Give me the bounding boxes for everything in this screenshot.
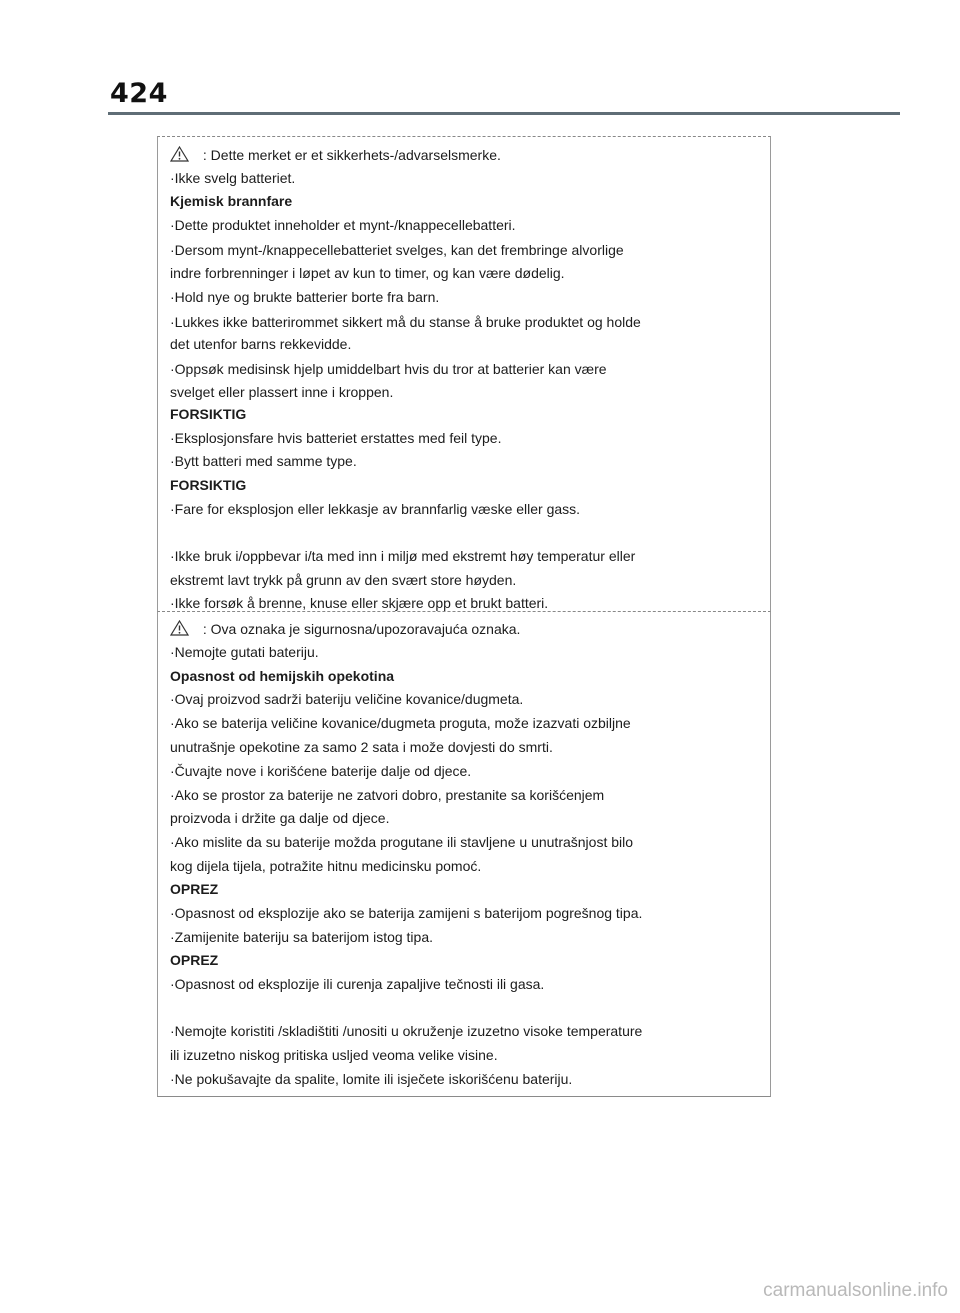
text-line: ·Ikke forsøk å brenne, knuse eller skjære opp et brukt batteri. <box>170 595 549 611</box>
text-line: ekstremt lavt trykk på grunn av den svært store høyden. <box>170 572 517 588</box>
text-line: ·Oppsøk medisinsk hjelp umiddelbart hvis du tror at batterier kan være <box>170 361 607 377</box>
warning-label-text: : Ova oznaka je sigurnosna/upozoravajuća oznaka. <box>199 621 521 637</box>
text-line: ·Dersom mynt-/knappecellebatteriet svelges, kan det frembringe alvorlige <box>170 242 624 258</box>
text-line: indre forbrenninger i løpet av kun to timer, og kan være dødelig. <box>170 265 565 281</box>
section-heading: Opasnost od hemijskih opekotina <box>170 668 395 684</box>
text-line: ·Lukkes ikke batterirommet sikkert må du stanse å bruke produktet og holde <box>170 314 641 330</box>
text-line: ·Fare for eksplosjon eller lekkasje av brannfarlig væske eller gass. <box>170 501 581 517</box>
text-line: ·Ako mislite da su baterije možda progutane ili stavljene u unutrašnjost bilo <box>170 834 634 850</box>
text-line: ili izuzetno niskog pritiska usljed veoma velike visine. <box>170 1047 498 1063</box>
header-rule <box>108 112 900 115</box>
text-line: svelget eller plassert inne i kroppen. <box>170 384 394 400</box>
text-line: ·Opasnost od eksplozije ako se baterija zamijeni s baterijom pogrešnog tipa. <box>170 905 643 921</box>
text-line: ·Ne pokušavajte da spalite, lomite ili isječete iskorišćenu bateriju. <box>170 1071 573 1087</box>
warning-triangle-icon <box>170 146 189 162</box>
section-heading: OPREZ <box>170 881 219 897</box>
text-line: ·Zamijenite bateriju sa baterijom istog tipa. <box>170 929 434 945</box>
text-line: ·Nemojte gutati bateriju. <box>170 644 319 660</box>
text-line: ·Ikke svelg batteriet. <box>170 170 296 186</box>
warning-triangle-icon <box>170 620 189 636</box>
section-heading: FORSIKTIG <box>170 406 247 422</box>
text-line: ·Ako se baterija veličine kovanice/dugmeta proguta, može izazvati ozbiljne <box>170 715 631 731</box>
text-line: ·Hold nye og brukte batterier borte fra barn. <box>170 289 440 305</box>
section-heading: Kjemisk brannfare <box>170 193 293 209</box>
text-line: proizvoda i držite ga dalje od djece. <box>170 810 390 826</box>
section-heading: OPREZ <box>170 952 219 968</box>
text-line: ·Ikke bruk i/oppbevar i/ta med inn i miljø med ekstremt høy temperatur eller <box>170 548 636 564</box>
text-line: ·Eksplosjonsfare hvis batteriet erstattes med feil type. <box>170 430 502 446</box>
page-number: 424 <box>110 78 168 109</box>
text-line: ·Čuvajte nove i korišćene baterije dalje od djece. <box>170 763 472 779</box>
text-line: ·Ako se prostor za baterije ne zatvori dobro, prestanite sa korišćenjem <box>170 787 605 803</box>
section-heading: FORSIKTIG <box>170 477 247 493</box>
warning-label-line <box>170 146 760 164</box>
warning-label-text: : Dette merket er et sikkerhets-/advarselsmerke. <box>199 147 501 163</box>
text-line: det utenfor barns rekkevidde. <box>170 336 352 352</box>
text-line: ·Nemojte koristiti /skladištiti /unositi u okruženje izuzetno visoke temperature <box>170 1023 643 1039</box>
text-line: ·Opasnost od eksplozije ili curenja zapaljive tečnosti ili gasa. <box>170 976 545 992</box>
text-line: unutrašnje opekotine za samo 2 sata i može dovjesti do smrti. <box>170 739 553 755</box>
warning-label-line <box>170 620 760 638</box>
text-line: ·Bytt batteri med samme type. <box>170 453 357 469</box>
watermark-footer: carmanualsonline.info <box>763 1280 948 1301</box>
text-line: kog dijela tijela, potražite hitnu medicinsku pomoć. <box>170 858 482 874</box>
text-line: ·Ovaj proizvod sadrži bateriju veličine kovanice/dugmeta. <box>170 691 524 707</box>
text-line: ·Dette produktet inneholder et mynt-/knappecellebatteri. <box>170 217 516 233</box>
